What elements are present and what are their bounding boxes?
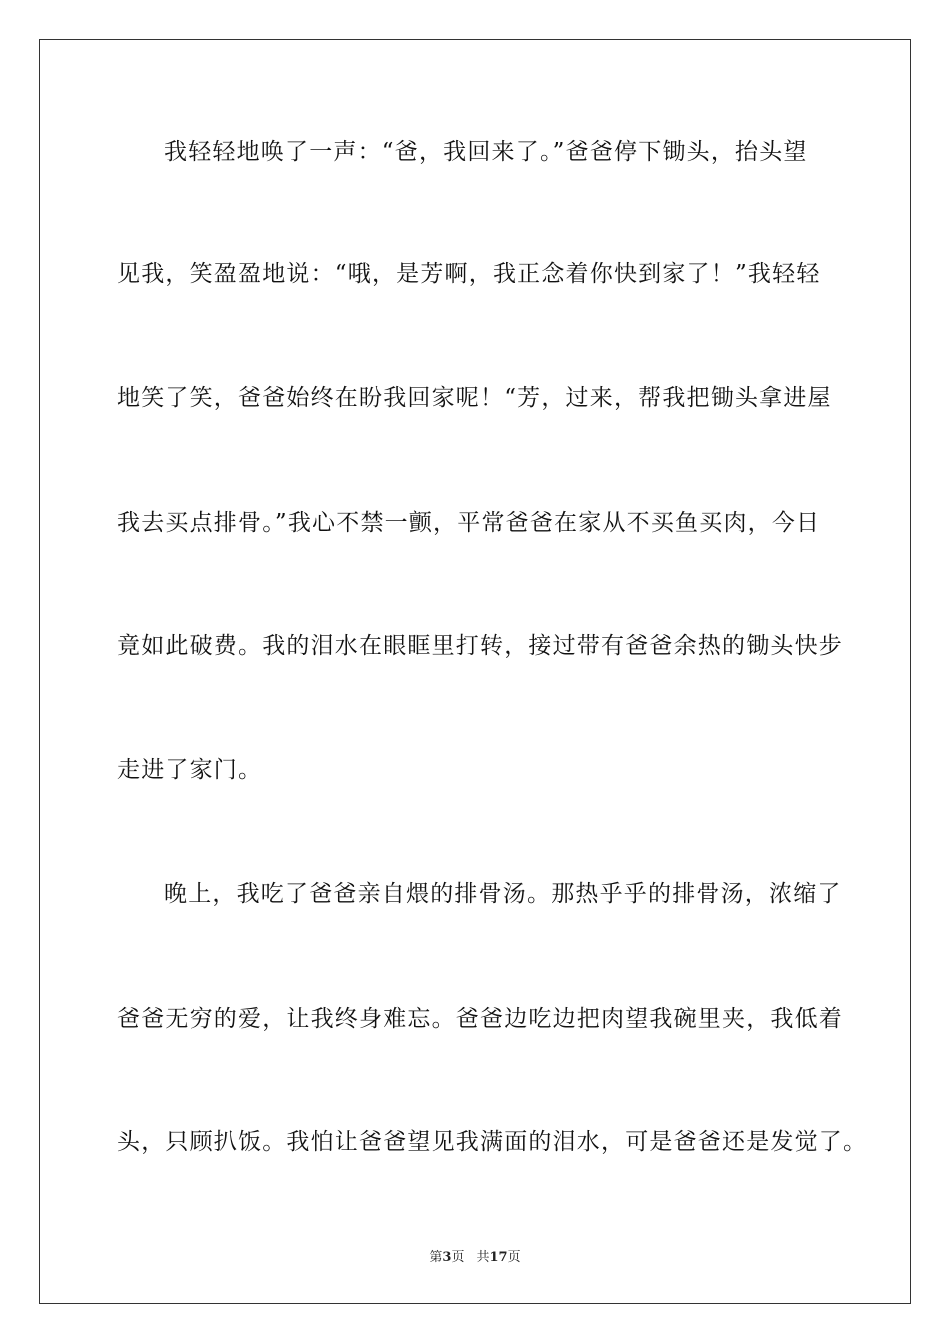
paragraph-1-line-3: 地笑了笑，爸爸始终在盼我回家呢！“芳，过来，帮我把锄头拿进屋 [117, 385, 832, 411]
footer-page-prefix: 第 [429, 1250, 443, 1265]
footer-page-suffix: 页 [451, 1250, 465, 1265]
paragraph-1-line-4: 我去买点排骨。”我心不禁一颤，平常爸爸在家从不买鱼买肉，今日 [117, 510, 821, 536]
footer-total-suffix: 页 [507, 1250, 521, 1265]
paragraph-2-line-2: 爸爸无穷的爱，让我终身难忘。爸爸边吃边把肉望我碗里夹，我低着 [117, 1006, 843, 1032]
paragraph-1-line-6: 走进了家门。 [117, 757, 263, 783]
footer-total-number: 17 [489, 1250, 508, 1265]
paragraph-2-line-1: 晚上，我吃了爸爸亲自煨的排骨汤。那热乎乎的排骨汤，浓缩了 [164, 881, 842, 907]
page-border [39, 39, 911, 1304]
paragraph-1-line-2: 见我，笑盈盈地说：“哦，是芳啊，我正念着你快到家了！”我轻轻 [117, 261, 821, 287]
page-footer [0, 1246, 950, 1265]
footer-total-prefix: 共 [476, 1250, 490, 1265]
paragraph-1-line-5: 竟如此破费。我的泪水在眼眶里打转，接过带有爸爸余热的锄头快步 [117, 633, 843, 659]
paragraph-2-line-3: 头，只顾扒饭。我怕让爸爸望见我满面的泪水，可是爸爸还是发觉了。 [117, 1129, 868, 1155]
footer-page-number: 3 [442, 1250, 452, 1265]
paragraph-1-line-1: 我轻轻地唤了一声：“爸，我回来了。”爸爸停下锄头，抬头望 [164, 139, 808, 165]
